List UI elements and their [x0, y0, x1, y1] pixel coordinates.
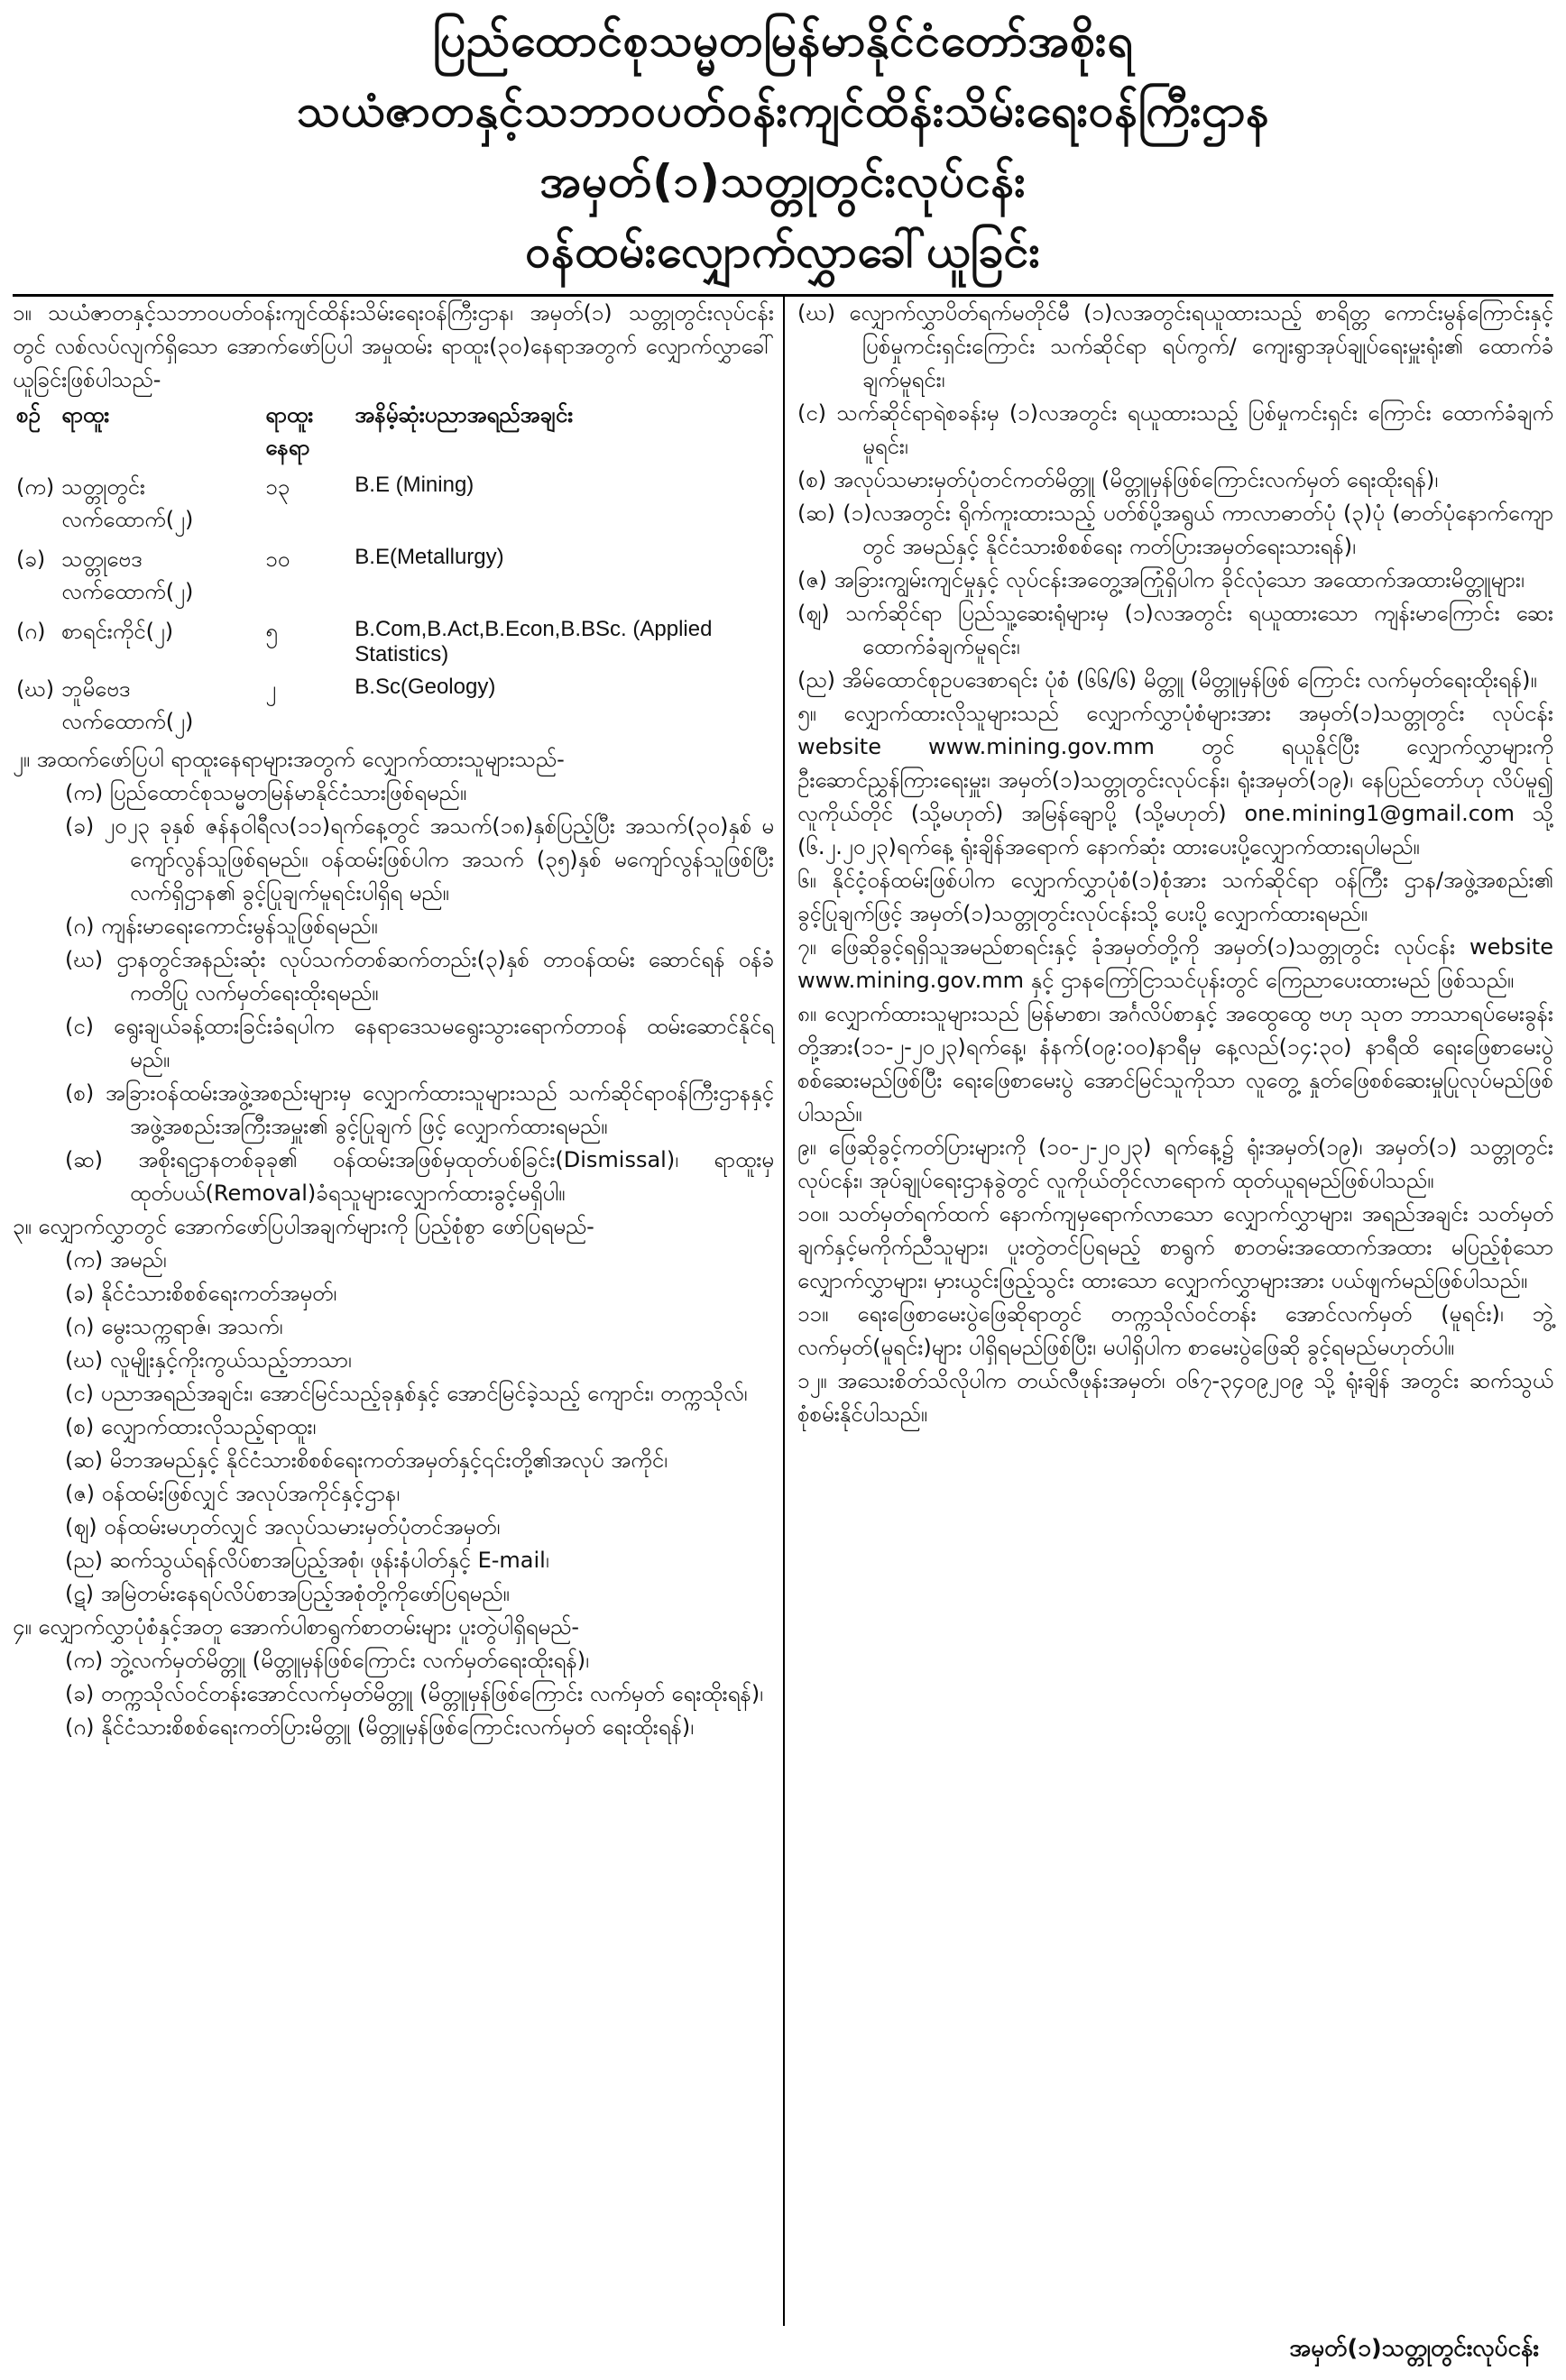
paragraph-9: ၉။ ဖြေဆိုခွင့်ကတ်ပြားများကို (၁၀-၂-၂၀၂၃) ရက်နေ့၌ ရုံးအမှတ်(၁၉)၊ အမှတ်(၁) သတ္တုတွင်းလုပ်ငန်း၊ အုပ်ချုပ်ရေးဌာနခွဲတွင် လူကိုယ်တိုင်လာရောက် ထုတ်ယူရမည်ဖြစ်ပါသည်။	[797, 1135, 1553, 1193]
list-item: (င) သက်ဆိုင်ရာရဲစခန်းမှ (၁)လအတွင်း ရယူထားသည့် ပြစ်မှုကင်းရှင်း ကြောင်း ထောက်ခံချက်မူရင်း၊	[797, 400, 1553, 459]
header-post: ရာထူး	[61, 402, 110, 427]
list-item: (င) ပညာအရည်အချင်း၊ အောင်မြင်သည့်ခုနှစ်နှင့် အောင်မြင်ခဲ့သည့် ကျောင်း၊ တက္ကသိုလ်၊	[65, 1381, 748, 1406]
paragraph-12: ၁၂။ အသေးစိတ်သိလိုပါက တယ်လီဖုန်းအမှတ်၊ ၀၆၇-၃၄၀၉၂၀၉ သို့ ရုံးချိန် အတွင်း ဆက်သွယ်စုံစမ်းနိုင်ပါသည်။	[797, 1368, 1553, 1427]
ministry-name: သယံဇာတနှင့်သဘာဝပတ်ဝန်းကျင်ထိန်းသိမ်းရေးဝန်ကြီးဌာန	[296, 85, 1270, 137]
list-item: (ဈ) သက်ဆိုင်ရာ ပြည်သူ့ဆေးရုံများမှ (၁)လအတွင်း ရယူထားသော ကျန်းမာကြောင်း ဆေးထောက်ခံချက်မူရင်း၊	[797, 601, 1553, 659]
row-no: (ဃ)	[16, 676, 55, 702]
announcement-header	[13, 0, 1553, 287]
row-vacancies: ၁၀	[265, 547, 290, 572]
announcement-title: ဝန်ထမ်းလျှောက်လွှာခေါ်ယူခြင်း	[525, 225, 1041, 278]
table-row	[13, 613, 774, 671]
list-item: (က) ဘွဲ့လက်မှတ်မိတ္တူ (မိတ္တူမှန်ဖြစ်ကြောင်း လက်မှတ်ရေးထိုးရန်)၊	[65, 1648, 589, 1673]
vacancy-table	[13, 397, 774, 743]
list-item: (စ) အလုပ်သမားမှတ်ပုံတင်ကတ်မိတ္တူ (မိတ္တူမှန်ဖြစ်ကြောင်းလက်မှတ် ရေးထိုးရန်)၊	[797, 467, 1439, 492]
row-no: (ခ)	[16, 547, 46, 572]
row-qualification: B.Sc(Geology)	[355, 675, 496, 699]
row-post: စာရင်းကိုင်(၂)	[61, 619, 174, 644]
list-item: (ဇ) ဝန်ထမ်းဖြစ်လျှင် အလုပ်အကိုင်နှင့်ဌာန၊	[65, 1481, 401, 1506]
paragraph-3: ၃။ လျှောက်လွှာတွင် အောက်ဖော်ပြပါအချက်များကို ပြည့်စုံစွာ ဖော်ပြရမည်-	[13, 1214, 594, 1239]
paragraph-4: ၄။ လျှောက်လွှာပုံစံနှင့်အတူ အောက်ပါစာရွက်စာတမ်းများ ပူးတွဲပါရှိရမည်-	[13, 1614, 580, 1640]
list-item: (ည) အိမ်ထောင်စုဥပဒေစာရင်း ပုံစံ (၆၆/၆) မိတ္တူ (မိတ္တူမှန်ဖြစ် ကြောင်း လက်မှတ်ရေးထိုးရန်)။	[797, 667, 1537, 693]
list-item: (ခ) ၂၀၂၃ ခုနှစ် ဇန်နဝါရီလ(၁၁)ရက်နေ့တွင် အသက်(၁၈)နှစ်ပြည့်ပြီး အသက်(၃၀)နှစ် မကျော်လွန်သူဖြစ်ရမည်။ ဝန်ထမ်းဖြစ်ပါက အသက် (၃၅)နှစ် မကျော်လွန်သူဖြစ်ပြီး လက်ရှိဌာန၏ ခွင့်ပြုချက်မူရင်းပါရှိရ မည်။	[65, 813, 774, 905]
list-item: (ဂ) ကျန်းမာရေးကောင်းမွန်သူဖြစ်ရမည်။	[65, 914, 378, 939]
list-item: (ဃ) ဌာနတွင်အနည်းဆုံး လုပ်သက်တစ်ဆက်တည်း(၃)နှစ် တာဝန်ထမ်း ဆောင်ရန် ဝန်ခံကတိပြု လက်မှတ်ရေးထိုးရမည်။	[65, 947, 774, 1006]
enterprise-name: အမှတ်(၁)သတ္တုတွင်းလုပ်ငန်း	[539, 155, 1027, 207]
row-post: သတ္တုတွင်းလက်ထောက်(၂)	[61, 474, 194, 532]
paragraph-1: ၁။ သယံဇာတနှင့်သဘာဝပတ်ဝန်းကျင်ထိန်းသိမ်းရေးဝန်ကြီးဌာန၊ အမှတ်(၁) သတ္တုတွင်းလုပ်ငန်းတွင် လစ်လပ်လျက်ရှိသော အောက်ဖော်ပြပါ အမှုထမ်း ရာထူး(၃၀)နေရာအတွက် လျှောက်လွှာခေါ်ယူခြင်းဖြစ်ပါသည်-	[13, 300, 774, 392]
list-item: (က) အမည်၊	[65, 1247, 167, 1273]
list-item: (ဂ) နိုင်ငံသားစိစစ်ရေးကတ်ပြားမိတ္တူ (မိတ္တူမှန်ဖြစ်ကြောင်းလက်မှတ် ရေးထိုးရန်)၊	[65, 1714, 695, 1740]
header-qualification: အနိမ့်ဆုံးပညာအရည်အချင်း	[355, 402, 574, 427]
body-columns	[13, 297, 1553, 2326]
row-no: (က)	[16, 474, 55, 500]
list-item: (ဆ) အစိုးရဌာနတစ်ခုခု၏ ဝန်ထမ်းအဖြစ်မှထုတ်ပစ်ခြင်း(Dismissal)၊ ရာထူးမှ ထုတ်ပယ်(Removal)ခံရသူများလျှောက်ထားခွင့်မရှိပါ။	[65, 1147, 774, 1206]
paragraph-5: ၅။ လျှောက်ထားလိုသူများသည် လျှောက်လွှာပုံစံများအား အမှတ်(၁)သတ္တုတွင်း လုပ်ငန်း website www.mining.gov.mm တွင် ရယူနိုင်ပြီး လျှောက်လွှာများကို ဦးဆောင်ညွှန်ကြားရေးမှူး၊ အမှတ်(၁)သတ္တုတွင်းလုပ်ငန်း၊ ရုံးအမှတ်(၁၉)၊ နေပြည်တော်ဟု လိပ်မူ၍ လူကိုယ်တိုင် (သို့မဟုတ်) အမြန်ချောပို့ (သို့မဟုတ်) one.mining1@gmail.com သို့ (၆.၂.၂၀၂၃)ရက်နေ့ ရုံးချိန်အရောက် နောက်ဆုံး ထားပေးပို့လျှောက်ထားရပါမည်။	[797, 701, 1553, 859]
header-vacancies: ရာထူးနေရာ	[265, 402, 314, 460]
paragraph-8: ၈။ လျှောက်ထားသူများသည် မြန်မာစာ၊ အင်္ဂလိပ်စာနှင့် အထွေထွေ ဗဟု သုတ ဘာသာရပ်မေးခွန်းတို့အား(၁၁-၂-၂၀၂၃)ရက်နေ့၊ နံနက်(၀၉:၀၀)နာရီမှ နေ့လည်(၁၄:၃၀) နာရီထိ ရေးဖြေစာမေးပွဲ စစ်ဆေးမည်ဖြစ်ပြီး ရေးဖြေစာမေးပွဲ အောင်မြင်သူကိုသာ လူတွေ့ နှုတ်ဖြေစစ်ဆေးမှုပြုလုပ်မည်ဖြစ်ပါသည်။	[797, 1001, 1553, 1126]
list-item: (ခ) တက္ကသိုလ်ဝင်တန်းအောင်လက်မှတ်မိတ္တူ (မိတ္တူမှန်ဖြစ်ကြောင်း လက်မှတ် ရေးထိုးရန်)၊	[65, 1681, 763, 1706]
left-column	[13, 297, 783, 2326]
list-item: (ခ) နိုင်ငံသားစိစစ်ရေးကတ်အမှတ်၊	[65, 1281, 337, 1306]
paragraph-10: ၁၀။ သတ်မှတ်ရက်ထက် နောက်ကျမှရောက်လာသော လျှောက်လွှာများ၊ အရည်အချင်း သတ်မှတ်ချက်နှင့်မကိုက်ညီသူများ၊ ပူးတွဲတင်ပြရမည့် စာရွက် စာတမ်းအထောက်အထား မပြည့်စုံသော လျှောက်လွှာများ၊ မှားယွင်းဖြည့်သွင်း ထားသော လျှောက်လွှာများအား ပယ်ဖျက်မည်ဖြစ်ပါသည်။	[797, 1201, 1553, 1293]
list-item: (ည) ဆက်သွယ်ရန်လိပ်စာအပြည့်အစုံ၊ ဖုန်းနံပါတ်နှင့် E-mail၊	[65, 1548, 549, 1573]
row-vacancies: ၂	[265, 676, 277, 702]
list-item: (င) ရွေးချယ်ခန့်ထားခြင်းခံရပါက နေရာဒေသမရွေးသွားရောက်တာဝန် ထမ်းဆောင်နိုင်ရမည်။	[65, 1014, 774, 1072]
row-qualification: B.Com,B.Act,B.Econ,B.BSc. (Applied Statistics)	[355, 617, 713, 666]
row-post: ဘူမိဗေဒလက်ထောက်(၂)	[61, 676, 194, 734]
list-item: (ဃ) လျှောက်လွှာပိတ်ရက်မတိုင်မီ (၁)လအတွင်းရယူထားသည့် စာရိတ္တ ကောင်းမွန်ကြောင်းနှင့် ပြစ်မှုကင်းရှင်းကြောင်း သက်ဆိုင်ရာ ရပ်ကွက်/ ကျေးရွာအုပ်ချုပ်ရေးမှူးရုံး၏ ထောက်ခံချက်မူရင်း၊	[797, 300, 1553, 392]
paragraph-6: ၆။ နိုင်ငံ့ဝန်ထမ်းဖြစ်ပါက လျှောက်လွှာပုံစံ(၁)စုံအား သက်ဆိုင်ရာ ဝန်ကြီး ဌာန/အဖွဲ့အစည်း၏ ခွင့်ပြုချက်ဖြင့် အမှတ်(၁)သတ္တုတွင်းလုပ်ငန်းသို့ ပေးပို့ လျှောက်ထားရမည်။	[797, 868, 1553, 926]
right-column	[783, 297, 1553, 2326]
issuer-signature: အမှတ်(၁)သတ္တုတွင်းလုပ်ငန်း	[1289, 2335, 1539, 2362]
row-qualification: B.E (Mining)	[355, 473, 474, 497]
table-row	[13, 469, 774, 541]
row-vacancies: ၁၃	[265, 474, 290, 500]
list-item: (ဂ) မွေးသက္ကရာဇ်၊ အသက်၊	[65, 1314, 283, 1339]
table-row	[13, 541, 774, 613]
row-qualification: B.E(Metallurgy)	[355, 545, 504, 569]
paragraph-11: ၁၁။ ရေးဖြေစာမေးပွဲဖြေဆိုရာတွင် တက္ကသိုလ်ဝင်တန်း အောင်လက်မှတ် (မူရင်း)၊ ဘွဲ့လက်မှတ်(မူရင်း)များ ပါရှိရမည်ဖြစ်ပြီး၊ မပါရှိပါက စာမေးပွဲဖြေဆို ခွင့်ရမည်မဟုတ်ပါ။	[797, 1301, 1553, 1360]
paragraph-2: ၂။ အထက်ဖော်ပြပါ ရာထူးနေရာများအတွက် လျှောက်ထားသူများသည်-	[13, 747, 565, 772]
list-item: (ဃ) လူမျိုးနှင့်ကိုးကွယ်သည့်ဘာသာ၊	[65, 1347, 352, 1373]
list-item: (စ) အခြားဝန်ထမ်းအဖွဲ့အစည်းများမှ လျှောက်ထားသူများသည် သက်ဆိုင်ရာဝန်ကြီးဌာနနှင့် အဖွဲ့အစည်းအကြီးအမှူး၏ ခွင့်ပြုချက် ဖြင့် လျှောက်ထားရမည်။	[65, 1080, 774, 1139]
list-item: (ဇ) အခြားကျွမ်းကျင်မှုနှင့် လုပ်ငန်းအတွေ့အကြုံရှိပါက ခိုင်လုံသော အထောက်အထားမိတ္တူများ၊	[797, 567, 1525, 593]
list-item: (စ) လျှောက်ထားလိုသည့်ရာထူး၊	[65, 1414, 317, 1439]
header-no: စဉ်	[16, 402, 41, 427]
list-item: (ဋ) အမြဲတမ်းနေရပ်လိပ်စာအပြည့်အစုံတို့ကိုဖော်ပြရမည်။	[65, 1581, 510, 1606]
paragraph-7: ၇။ ဖြေဆိုခွင့်ရရှိသူအမည်စာရင်းနှင့် ခုံအမှတ်တို့ကို အမှတ်(၁)သတ္တုတွင်း လုပ်ငန်း website www.mining.gov.mm နှင့် ဌာနကြော်ငြာသင်ပုန်းတွင် ကြေညာပေးထားမည် ဖြစ်သည်။	[797, 934, 1553, 993]
list-item: (ဆ) (၁)လအတွင်း ရိုက်ကူးထားသည့် ပတ်စ်ပို့အရွယ် ကာလာဓာတ်ပုံ (၃)ပုံ (ဓာတ်ပုံနောက်ကျောတွင် အမည်နှင့် နိုင်ငံသားစိစစ်ရေး ကတ်ပြားအမှတ်ရေးသားရန်)၊	[797, 501, 1553, 559]
list-item: (ဈ) ဝန်ထမ်းမဟုတ်လျှင် အလုပ်သမားမှတ်ပုံတင်အမှတ်၊	[65, 1514, 501, 1539]
list-item: (ဆ) မိဘအမည်နှင့် နိုင်ငံသားစိစစ်ရေးကတ်အမှတ်နှင့်၎င်းတို့၏အလုပ် အကိုင်၊	[65, 1447, 668, 1473]
vacancy-table-header	[13, 397, 774, 469]
table-row	[13, 671, 774, 743]
row-post: သတ္တုဗေဒလက်ထောက်(၂)	[61, 547, 194, 604]
row-vacancies: ၅	[265, 619, 278, 644]
list-item: (က) ပြည်ထောင်စုသမ္မတမြန်မာနိုင်ငံသားဖြစ်ရမည်။	[65, 780, 467, 805]
ministry-government-title: ပြည်ထောင်စုသမ္မတမြန်မာနိုင်ငံတော်အစိုးရ	[432, 14, 1134, 67]
row-no: (ဂ)	[16, 619, 46, 644]
